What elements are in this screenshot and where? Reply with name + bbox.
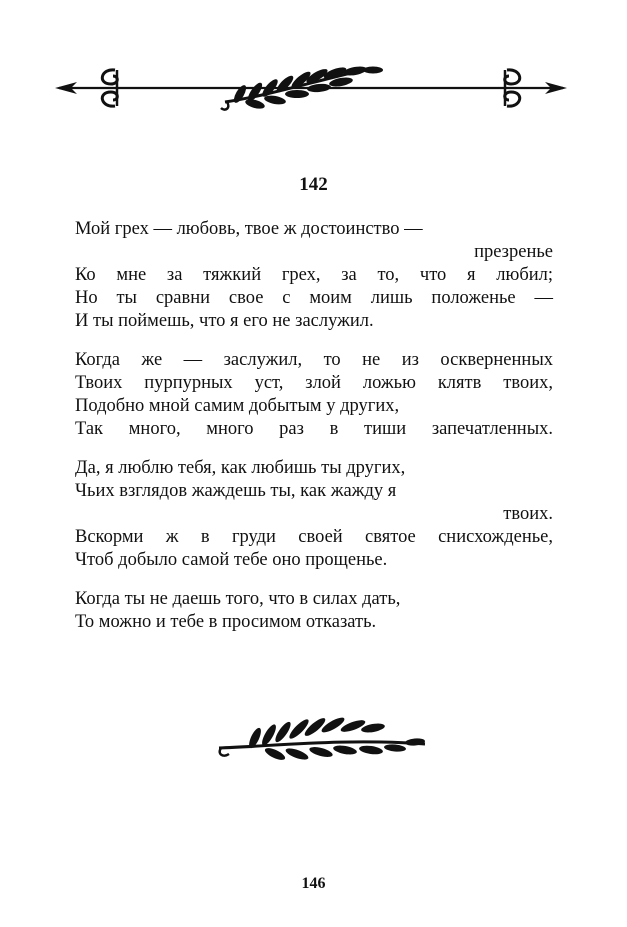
stanza-gap [75,572,553,588]
stanza-1 [75,218,553,333]
stanza-gap [75,333,553,349]
poem-line: Ко мне за тяжкий грех, за то, что я любил; [75,265,553,285]
stanza-gap [75,441,553,457]
poem-line: Чьих взглядов жаждешь ты, как жажду я [75,481,397,501]
sonnet-number: 142 [299,174,328,195]
poem-line: Твоих пурпурных уст, злой ложью клятв твоих, [75,373,553,393]
stanza-4 [75,588,553,634]
poem-line: Когда же — заслужил, то не из оскверненных [75,350,553,370]
poem-line: И ты поймешь, что я его не заслужил. [75,311,374,331]
poem-line-continuation: презренье [474,242,553,262]
page-number: 146 [301,875,326,892]
poem-line: Вскорми ж в груди своей святое снисхожденье, [75,527,553,547]
laurel-arrow-ornament-icon [55,62,567,114]
poem-line: То можно и тебе в просимом отказать. [75,612,377,632]
laurel-branch-ornament-icon [215,708,430,764]
stanza-2 [75,349,553,441]
poem-line: Но ты сравни свое с моим лишь положенье — [75,288,553,308]
poem-line: Когда ты не даешь того, что в силах дать, [75,589,401,609]
poem-line: Мой грех — любовь, твое ж достоинство — [75,219,423,239]
poem-line-continuation: твоих. [503,504,553,524]
poem-line: Чтоб добыло самой тебе оно прощенье. [75,550,388,570]
stanza-3 [75,457,553,572]
poem-body [75,218,553,634]
poem-line: Подобно мной самим добытым у других, [75,396,400,416]
poem-line: Да, я люблю тебя, как любишь ты других, [75,458,406,478]
poem-line: Так много, много раз в тиши запечатленных. [75,419,553,439]
